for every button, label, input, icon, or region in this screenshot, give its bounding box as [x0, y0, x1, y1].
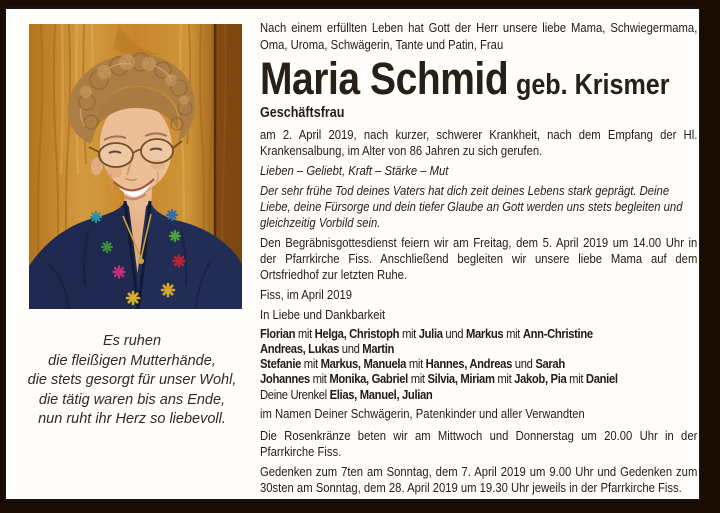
- family-line: Stefanie mit Markus, Manuela mit Hannes, Andreas und Sarah: [260, 356, 565, 372]
- memorial-info: Gedenken zum 7ten am Sonntag, dem 7. April 2019 um 9.00 Uhr und Gedenken zum 30sten am Sonntag, dem 28. April 2019 um 19.30 Uhr jeweils in der Pfarrkirche Fiss.: [260, 463, 698, 495]
- family-line: Florian mit Helga, Christoph mit Julia und Markus mit Ann-Christine: [260, 325, 593, 341]
- closing-line: In Liebe und Dankbarkeit: [260, 306, 386, 322]
- poem-line: die fleißigen Mutterhände,: [48, 352, 216, 369]
- announcement-column: [260, 20, 697, 496]
- portrait-photo: [29, 24, 242, 309]
- intro-text: Nach einem erfüllten Leben hat Gott der Herr unsere liebe Mama, Schwiegermama, Oma, Uroma, Schwägerin, Tante und Patin, Frau: [260, 20, 698, 52]
- earring-icon: [93, 176, 98, 181]
- obituary-page: [4, 7, 701, 501]
- poem-line: nun ruht ihr Herz so liebevoll.: [38, 411, 226, 427]
- funeral-info: Den Begräbnisgottesdienst feiern wir am Freitag, dem 5. April 2019 um 14.00 Uhr in der Pfarrkirche Fiss. Anschließend begleiten wir unsere liebe Mama auf dem Ortsfriedhof zur letzten Ruhe.: [260, 234, 698, 282]
- family-line: Johannes mit Monika, Gabriel mit Silvia, Miriam mit Jakob, Pia mit Daniel: [260, 371, 618, 387]
- poem-line: Es ruhen: [102, 333, 162, 349]
- poem-line: die stets gesorgt für unser Wohl,: [27, 372, 237, 388]
- deceased-name-line: [260, 53, 697, 104]
- death-notice: am 2. April 2019, nach kurzer, schwerer Krankheit, nach dem Empfang der Hl. Krankensalbung, im Alter von 86 Jahren zu sich gerufen.: [260, 126, 698, 158]
- family-line: Andreas, Lukas und Martin: [260, 341, 395, 356]
- place-date: Fiss, im April 2019: [260, 286, 352, 302]
- family-line: Deine Urenkel Elias, Manuel, Julian: [260, 386, 433, 402]
- motto-line: Lieben – Geliebt, Kraft – Stärke – Mut: [260, 162, 449, 178]
- maiden-name: geb. Krismer: [515, 69, 670, 101]
- tribute-verse: Der sehr frühe Tod deines Vaters hat dich zeit deines Lebens stark geprägt. Deine Liebe, deine Fürsorge und dein tiefer Glaube an Gott werden uns stets begleiten und gleichzeitig Vorbild sein.: [260, 182, 683, 230]
- memorial-poem: [10, 332, 254, 430]
- family-note: im Namen Deiner Schwägerin, Patenkinder und aller Verwandten: [260, 405, 585, 421]
- poem-line: die tätig waren bis ans Ende,: [38, 391, 226, 408]
- occupation: Geschäftsfrau: [260, 104, 345, 121]
- family-names: [260, 326, 697, 402]
- deceased-name: Maria Schmid: [260, 53, 509, 104]
- rosary-info: Die Rosenkränze beten wir am Mittwoch und Donnerstag um 20.00 Uhr in der Pfarrkirche Fiss.: [260, 427, 698, 459]
